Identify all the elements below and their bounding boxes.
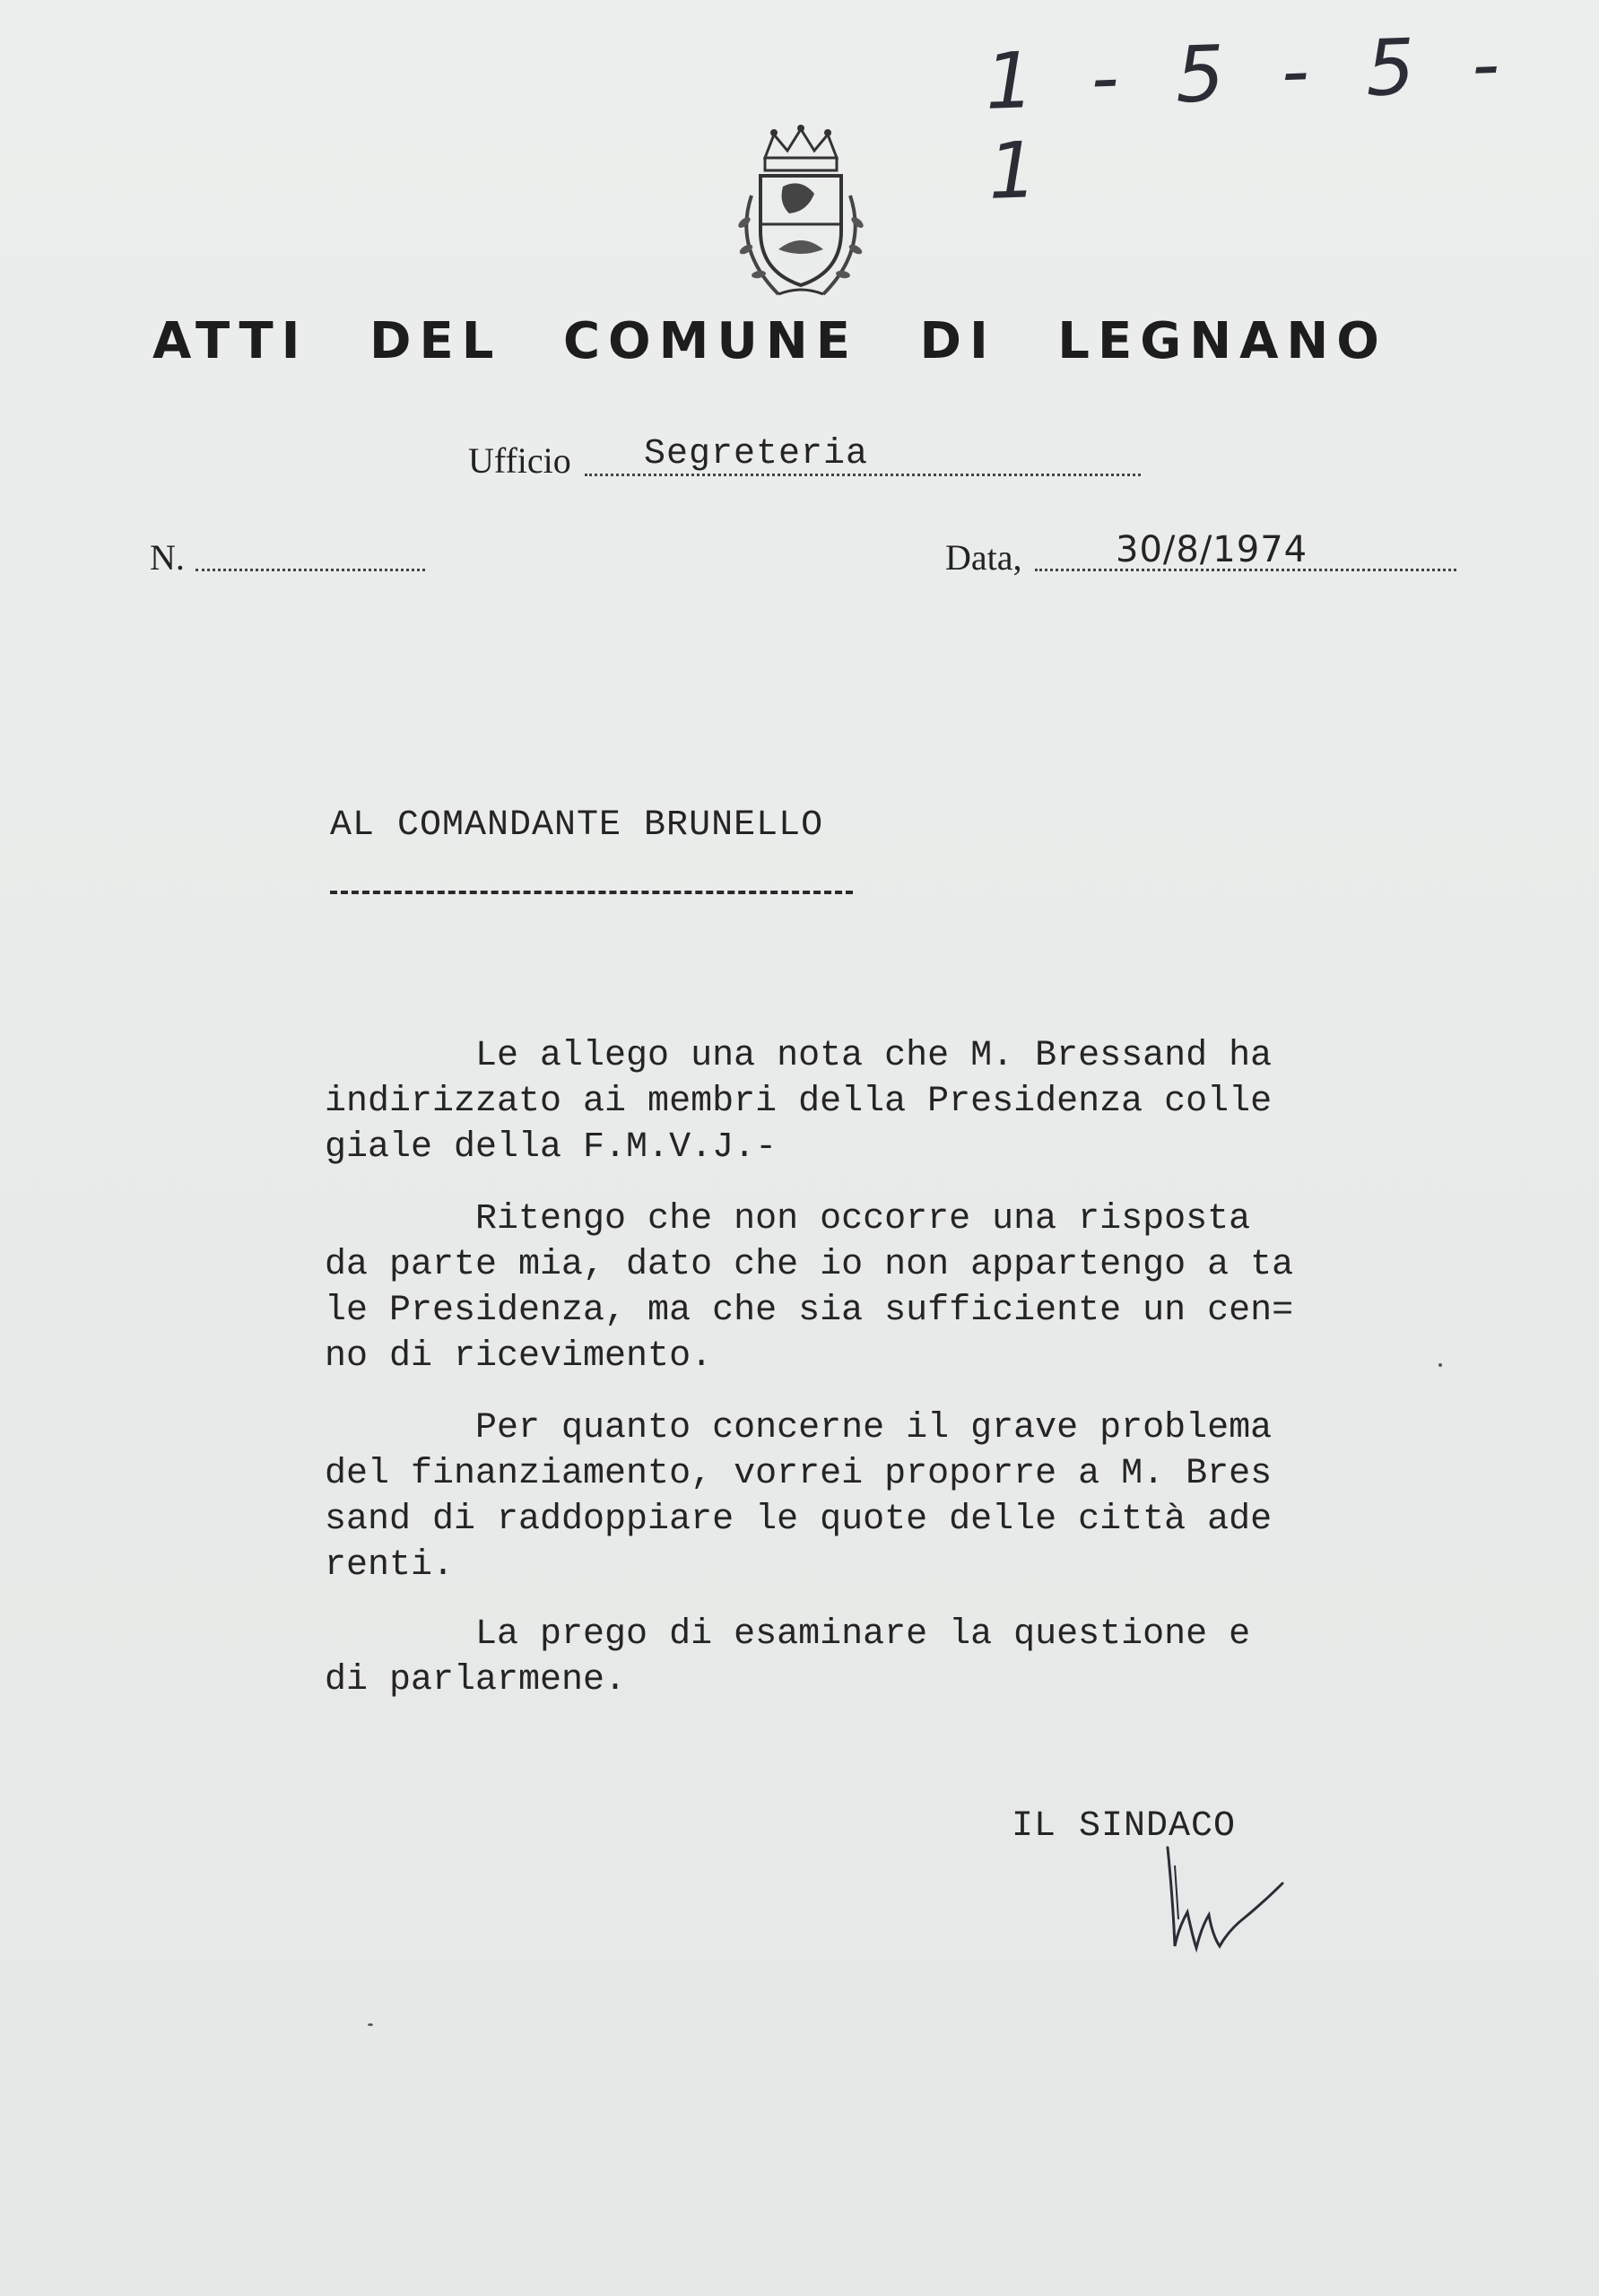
letterhead-word: COMUNE bbox=[562, 312, 858, 370]
body-paragraph: Ritengo che non occorre una risposta da parte mia, dato che io non appartengo a ta le Presidenza, ma che sia sufficiente un cen= no di ricevimento. bbox=[325, 1199, 1294, 1377]
letterhead-word: ATTI bbox=[152, 312, 309, 370]
number-label: N. bbox=[150, 537, 185, 578]
body-paragraph: Le allego una nota che M. Bressand ha indirizzato ai membri della Presidenza colle giale della F.M.V.J.- bbox=[325, 1036, 1273, 1168]
office-value: Segreteria bbox=[644, 434, 869, 474]
addressee-underline bbox=[330, 891, 853, 894]
addressee: AL COMANDANTE BRUNELLO bbox=[330, 805, 824, 846]
handwritten-reference: 1 - 5 - 5 - 1 bbox=[983, 19, 1517, 217]
office-label: Ufficio bbox=[468, 440, 571, 481]
body-paragraph: Per quanto concerne il grave problema del finanziamento, vorrei proporre a M. Bres sand di raddoppiare le quote delle città ade renti. bbox=[325, 1408, 1273, 1586]
letterhead-word: LEGNANO bbox=[1057, 312, 1387, 370]
letterhead-word: DEL bbox=[369, 312, 502, 370]
signature-mark bbox=[1157, 1830, 1300, 1964]
date-value: 30/8/1974 bbox=[1116, 529, 1308, 570]
paper-speck bbox=[1438, 1363, 1442, 1367]
letterhead-word: DI bbox=[919, 312, 996, 370]
number-dotted-line bbox=[196, 569, 425, 571]
paper-speck bbox=[368, 2023, 373, 2026]
letterhead-title bbox=[152, 312, 1462, 370]
crest-icon bbox=[725, 124, 877, 303]
body-paragraph: La prego di esaminare la questione e di parlarmene. bbox=[325, 1614, 1251, 1700]
date-label: Data, bbox=[945, 537, 1022, 578]
closing-title: IL SINDACO bbox=[1012, 1806, 1237, 1847]
